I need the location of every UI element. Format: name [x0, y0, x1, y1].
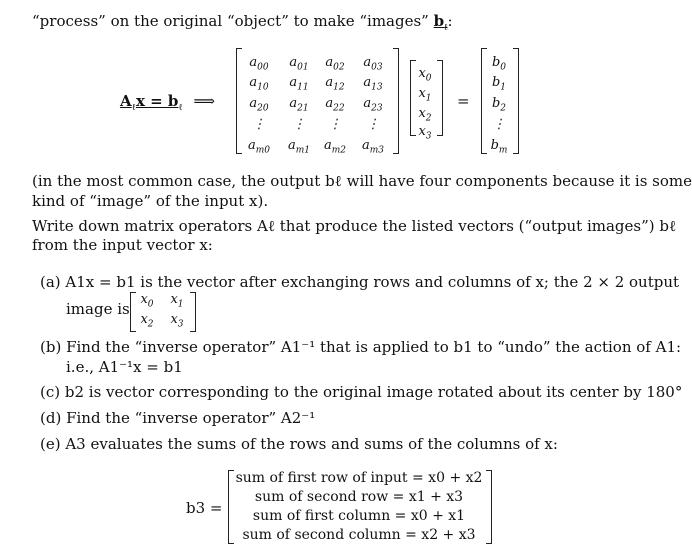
matrix-entry: $b_m$ — [490, 138, 508, 156]
matrix-entry: $a_{10}$ — [249, 75, 269, 93]
b3-row: sum of first column = x0 + x1 — [252, 508, 466, 524]
matrix-entry: $a_{m3}$ — [361, 138, 385, 156]
matrix-entry: $x_1$ — [418, 86, 432, 104]
b3-row: sum of second row = x1 + x3 — [254, 489, 464, 505]
matrix-entry: ⋮ — [328, 117, 342, 132]
matrix-entry: $b_2$ — [491, 96, 507, 114]
b3-right-bracket — [486, 470, 492, 544]
vector-b-right-bracket — [513, 48, 519, 154]
matrix-entry: $a_{20}$ — [249, 96, 269, 114]
b3-row: sum of second column = x2 + x3 — [242, 527, 476, 543]
matrix-entry: $x_3$ — [418, 124, 432, 142]
matrix-entry: $x_1$ — [170, 292, 184, 310]
eq-rest: x = b — [135, 92, 179, 110]
matrix-entry: $a_{01}$ — [289, 55, 309, 73]
matrix-entry: $x_3$ — [170, 312, 184, 330]
note-line-2: kind of “image” of the input x). — [32, 192, 269, 210]
item-c: (c) b2 is vector corresponding to the original image rotated about its center by 180° — [40, 383, 683, 401]
small-matrix-right-bracket — [190, 292, 196, 332]
matrix-entry: $a_{m1}$ — [287, 138, 311, 156]
matrix-entry: $a_{23}$ — [363, 96, 383, 114]
matrix-entry: $a_{m0}$ — [247, 138, 271, 156]
b3-row: sum of first row of input = x0 + x2 — [235, 470, 483, 486]
item-d: (d) Find the “inverse operator” A2⁻¹ — [40, 409, 316, 427]
matrix-entry: $a_{12}$ — [325, 75, 345, 93]
note-line-1: (in the most common case, the output bℓ will have four components because it is some — [32, 172, 692, 190]
b3-label: b3 = — [186, 499, 223, 517]
intro-text: “process” on the original “object” to make “images” — [32, 12, 429, 30]
matrix-entry: $a_{22}$ — [325, 96, 345, 114]
matrix-entry: ⋮ — [292, 117, 306, 132]
matrix-entry: ⋮ — [492, 117, 506, 132]
implies-arrow: ⟹ — [193, 92, 216, 110]
matrix-entry: $x_0$ — [418, 66, 432, 84]
intro-line: “process” on the original “object” to make “images” $b_\ell$: — [32, 12, 453, 33]
item-b-cont: i.e., A1⁻¹x = b1 — [66, 358, 183, 376]
matrix-entry: $a_{11}$ — [289, 75, 309, 93]
matrix-entry: $a_{00}$ — [249, 55, 269, 73]
matrix-entry: $x_0$ — [140, 292, 154, 310]
equation-lhs: $A_\ell x = b_\ell$ ⟹ — [120, 92, 216, 113]
task-line-2: from the input vector x: — [32, 236, 213, 254]
operator-A: A — [120, 92, 132, 110]
matrix-entry: $b_0$ — [491, 55, 507, 73]
matrix-a-right-bracket — [393, 48, 399, 154]
task-line-1: Write down matrix operators Aℓ that produce the listed vectors (“output images”) bℓ — [32, 217, 677, 235]
item-a: (a) A1x = b1 is the vector after exchanging rows and columns of x; the 2 × 2 output — [40, 273, 680, 291]
matrix-entry: ⋮ — [252, 117, 266, 132]
intro-symbol: $b_\ell$ — [433, 12, 448, 33]
matrix-entry: $a_{03}$ — [363, 55, 383, 73]
matrix-entry: $a_{21}$ — [289, 96, 309, 114]
matrix-entry: $b_1$ — [491, 75, 507, 93]
matrix-entry: $a_{13}$ — [363, 75, 383, 93]
matrix-entry: $x_2$ — [418, 106, 432, 124]
item-a-cont: image is — [66, 300, 130, 318]
matrix-entry: $a_{02}$ — [325, 55, 345, 73]
matrix-entry: $a_{m2}$ — [323, 138, 347, 156]
equals-sign: = — [457, 92, 470, 110]
item-b: (b) Find the “inverse operator” A1⁻¹ that is applied to b1 to “undo” the action of A1: — [40, 338, 682, 356]
matrix-entry: ⋮ — [366, 117, 380, 132]
item-e: (e) A3 evaluates the sums of the rows and sums of the columns of x: — [40, 435, 558, 453]
matrix-a-left-bracket — [236, 48, 242, 154]
vector-b-left-bracket — [481, 48, 487, 154]
vector-x-right-bracket — [437, 60, 443, 136]
matrix-entry: $x_2$ — [140, 312, 154, 330]
